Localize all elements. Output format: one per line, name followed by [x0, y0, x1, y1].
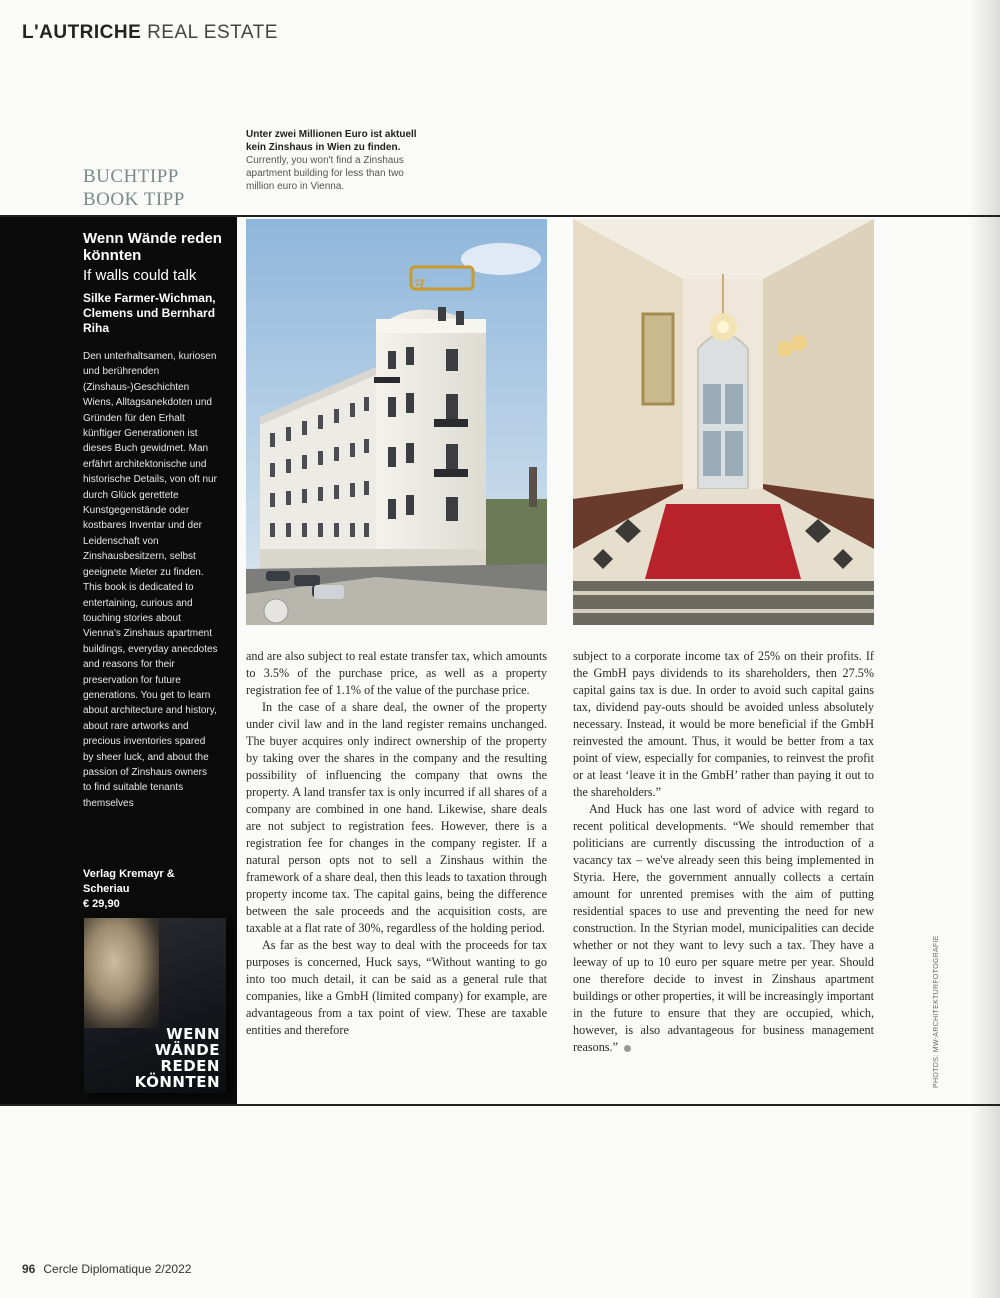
article-end-mark [624, 1045, 631, 1052]
book-cover-image [84, 918, 226, 1093]
article-column-2 [573, 648, 874, 1056]
book-description-de: Den unterhaltsamen, kuriosen und berührenden (Zinshaus-)Geschichten Wiens, Alltagsanekdoten und Gründen für den Erhalt künftiger Generationen ist dieses Buch gewidmet. Man erfährt architektonische und historische Details, von oft nur durch Glück gerettete Kunstgegenstände oder kostbares Inventar und der Leidenschaft von Zinshausbesitzern, selbst geeignete Mieter zu finden. [83, 351, 217, 578]
bottom-rule [0, 1104, 1000, 1106]
book-tip-de: BUCHTIPP [83, 166, 179, 187]
section-header [22, 22, 278, 44]
page-number: 96 [22, 1262, 36, 1276]
book-subtitle: If walls could talk [83, 267, 197, 284]
book-publisher-block [83, 867, 223, 912]
article-paragraph: subject to a corporate income tax of 25% on their profits. If the GmbH pays dividends to its shareholders, then 27.5% capital gains tax is due. In order to avoid such capital gains tax, dividend pay-outs should be avoided unless absolutely necessary. Instead, it would be more beneficial if the GmbH reinvested the amount. Thus, it would be better from a tax point of view, especially for companies, to reinvest the profit or at least ‘leave it in the GmbH’ rather than paying it out to the shareholders.” [573, 649, 874, 799]
book-cover-word: WÄNDE [154, 1041, 220, 1059]
header-section: REAL ESTATE [147, 22, 278, 43]
book-cover-title [135, 1026, 220, 1090]
building-photo-graphic [246, 219, 547, 625]
article-paragraph: and are also subject to real estate transfer tax, which amounts to 3.5% of the purchase price, as well as a property registration fee of 1.1% of the value of the purchase price. [246, 649, 547, 697]
book-description [83, 349, 218, 811]
caption-de: Unter zwei Millionen Euro ist aktuell kein Zinshaus in Wien zu finden. [246, 129, 417, 153]
photo-caption [246, 128, 426, 193]
photo-credit: PHOTOS: MW-ARCHITEKTURFOTOGRAFIE [933, 935, 940, 1088]
caption-en: Currently, you won't find a Zinshaus apartment building for less than two million euro in Vienna. [246, 155, 404, 192]
book-cover-relief [84, 918, 159, 1028]
building-photo [246, 219, 547, 625]
header-brand: L'AUTRICHE [22, 22, 142, 43]
book-authors: Silke Farmer-Wichman, Clemens und Bernhard Riha [83, 291, 216, 335]
book-cover-word: KÖNNTEN [134, 1073, 220, 1091]
article-paragraph: In the case of a share deal, the owner of the property under civil law and in the land register remains unchanged. The buyer acquires only indirect ownership of the property by taking over the shares in the company and the resulting possibility of influencing the company that owns the property. A land transfer tax is only incurred if all shares of a company are combined in one hand. Likewise, share deals are not subject to registration fees. However, there is a registration fee for changes in the company register. If a natural person opts not to sell a Zinshaus within the framework of a share deal, then this leads to taxation through property income tax. The capital gains, being the difference between the sale proceeds and the acquisition costs, are taxable at a flat rate of 30%, regardless of the holding period. [246, 700, 547, 935]
book-title: Wenn Wände reden könnten [83, 230, 222, 264]
article-column-1 [246, 648, 547, 1039]
book-publisher: Verlag Kremayr & Scheriau [83, 868, 175, 895]
publication-name: Cercle Diplomatique 2/2022 [43, 1262, 192, 1276]
book-cover-word: REDEN [160, 1057, 220, 1075]
article-paragraph: As far as the best way to deal with the proceeds for tax purposes is concerned, Huck says, “Without wanting to go into too much detail, it can be said as a general rule that companies, like a GmbH (limited company) for example, are advantageous from a tax point of view. These are taxable entities and therefore [246, 938, 547, 1037]
book-price: € 29,90 [83, 898, 120, 910]
book-cover-word: WENN [166, 1025, 220, 1043]
article-paragraph: And Huck has one last word of advice with regard to recent political developments. “We should remember that politicians are currently discussing the introduction of a vacancy tax – we've already seen this being implemented in Styria. Here, the government annually collects a certain amount for unrented premises with the aim of putting residential spaces to use and preventing the need for new construction. In the Styrian model, municipalities can decide whether or not they want to levy such a tax. They have a leeway of up to 10 euro per square metre per year. Should one therefore decide to invest in Zinshaus apartment buildings or other properties, it will be increasingly important in the future to ensure that they are occupied, which, however, is also advantageous for business management reasons.” [573, 802, 874, 1054]
book-tip-en: BOOK TIPP [83, 189, 185, 210]
book-description-en: This book is dedicated to entertaining, curious and touching stories about Vienna's Zinshaus apartment buildings, everyday anecdotes and reasons for their preservation for future generations. You get to learn about architecture and history, about rare artworks and precious inventories spared by sheer luck, and about the passion of Zinshaus owners to find suitable tenants themselves [83, 582, 218, 809]
page-footer [22, 1262, 191, 1276]
hallway-photo-graphic [573, 219, 874, 625]
book-tip-heading [83, 165, 185, 211]
rooftop-sign: ꟻ [414, 276, 426, 295]
hallway-photo [573, 219, 874, 625]
